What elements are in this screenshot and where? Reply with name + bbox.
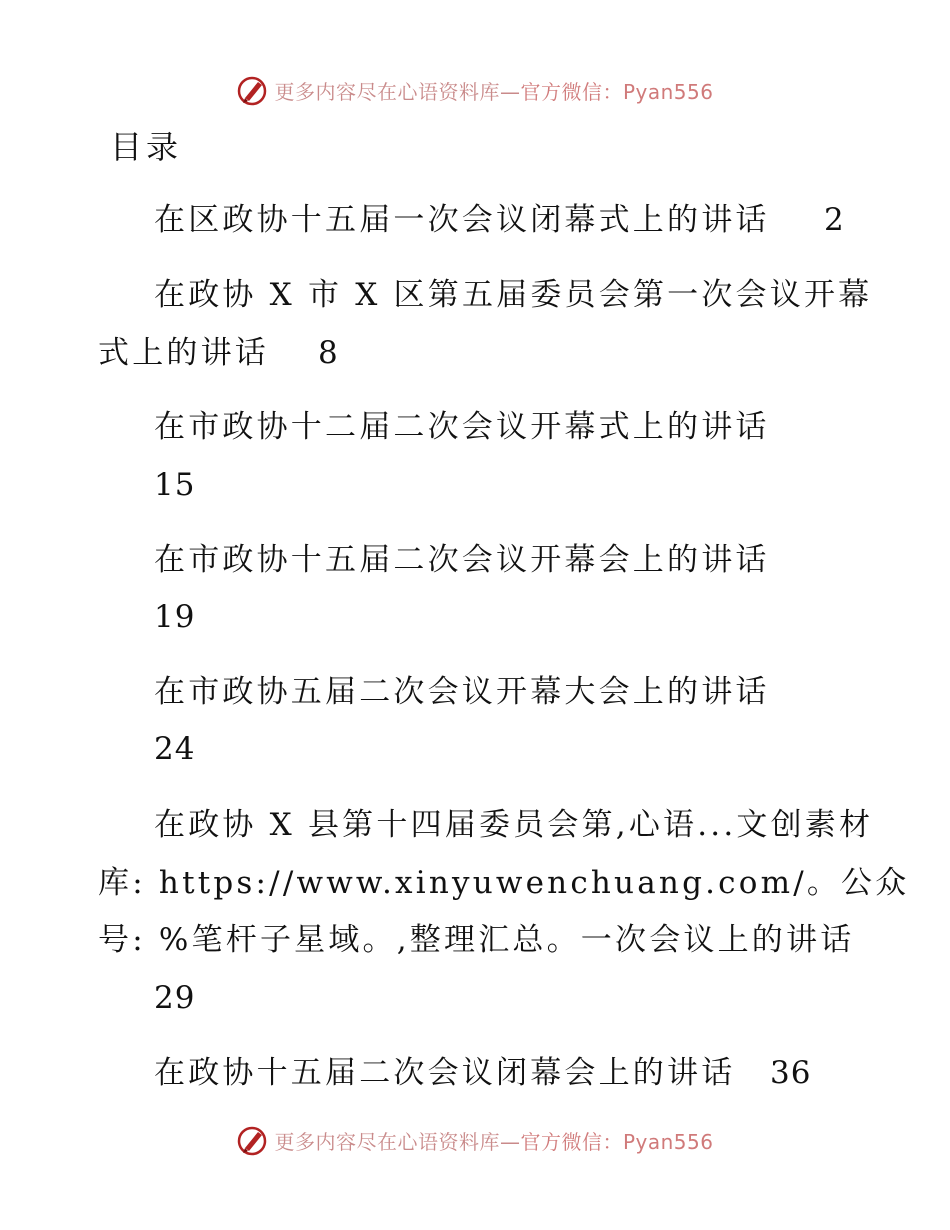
watermark-text [274, 76, 713, 105]
toc-entry-6-page: 29 [154, 980, 196, 1016]
watermark-text [274, 1126, 713, 1155]
watermark-banner-top [0, 70, 950, 110]
toc-entry-4-line-1[interactable]: 在市政协十五届二次会议开幕会上的讲话 [154, 542, 770, 578]
toc-entry-5-line-1[interactable]: 在市政协五届二次会议开幕大会上的讲话 [154, 674, 770, 710]
toc-entry-2-line-1[interactable]: 在政协 X 市 X 区第五届委员会第一次会议开幕 [154, 277, 873, 313]
watermark-banner-bottom [0, 1120, 950, 1160]
toc-entry-7-page: 36 [770, 1055, 812, 1091]
toc-title: 目录 [110, 128, 183, 166]
toc-entry-6-line-3[interactable]: 号: %笔杆子星域。,整理汇总。一次会议上的讲话 [98, 922, 855, 958]
toc-entry-2-line-2[interactable]: 式上的讲话 [98, 335, 269, 371]
toc-entry-6-line-2[interactable]: 库: https://www.xinyuwenchuang.com/。公众 [98, 865, 910, 901]
watermark-wechat-text: 官方微信：Pyan556 [520, 1129, 714, 1154]
toc-entry-6-line-1[interactable]: 在政协 X 县第十四届委员会第,心语...文创素材 [154, 807, 874, 843]
toc-entry-1-page: 2 [824, 202, 845, 238]
watermark-wechat-text: 官方微信：Pyan556 [520, 79, 714, 104]
pen-logo-icon [236, 74, 268, 106]
pen-logo-icon [236, 1124, 268, 1156]
watermark-site-text: 更多内容尽在心语资料库— [274, 79, 521, 104]
toc-entry-7-line-1[interactable]: 在政协十五届二次会议闭幕会上的讲话 [154, 1055, 736, 1091]
watermark-site-text: 更多内容尽在心语资料库— [274, 1129, 521, 1154]
toc-entry-3-line-1[interactable]: 在市政协十二届二次会议开幕式上的讲话 [154, 409, 770, 445]
toc-entry-2-page: 8 [318, 335, 339, 371]
toc-entry-4-page: 19 [154, 599, 196, 635]
toc-entry-5-page: 24 [154, 731, 196, 767]
toc-entry-3-page: 15 [154, 467, 196, 503]
toc-entry-1-line-1[interactable]: 在区政协十五届一次会议闭幕式上的讲话 [154, 202, 770, 238]
